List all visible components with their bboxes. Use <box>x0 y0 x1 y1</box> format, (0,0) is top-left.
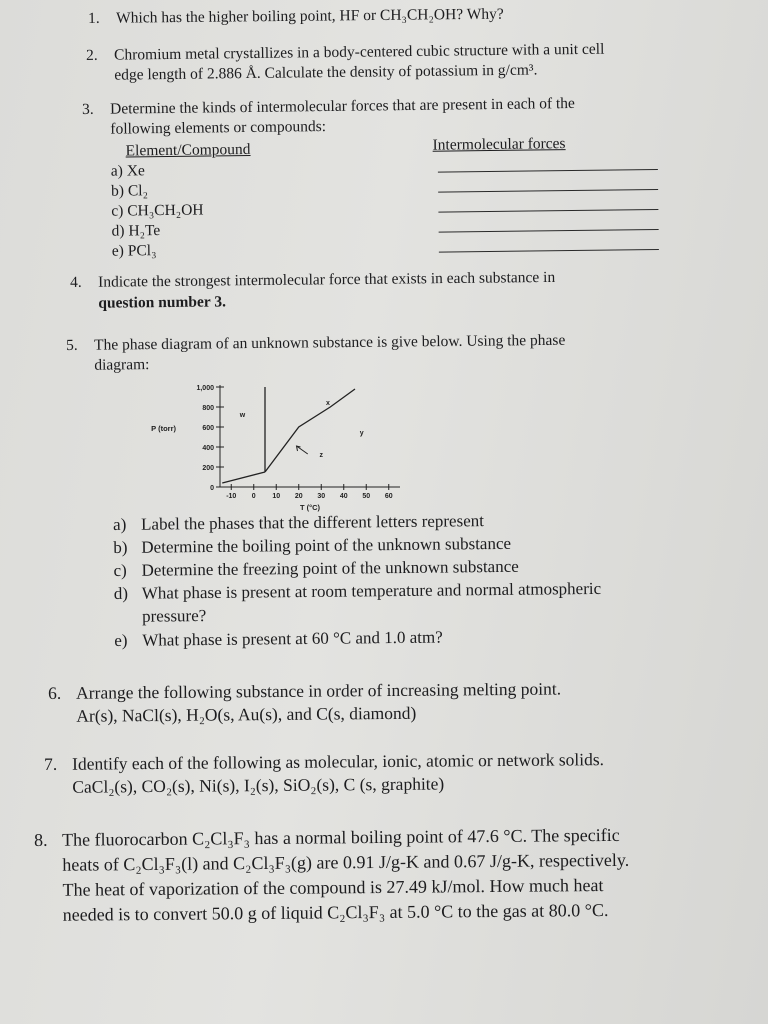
question-text-line-2: heats of C₂Cl₃F₃(l) and C₂Cl₃F₃(g) are 0.91 J/g-K and 0.67 J/g-K, respectively. <box>62 849 630 875</box>
question-number: 7. <box>44 753 58 774</box>
sub-label: b) <box>113 537 128 557</box>
y-tick-label: 0 <box>210 485 214 492</box>
sub-label: c) <box>113 560 127 580</box>
x-axis-label: T (°C) <box>299 503 321 512</box>
y-tick-label: 800 <box>202 405 214 412</box>
pointer-arrow-line <box>297 446 308 454</box>
x-tick-label: 60 <box>384 493 393 500</box>
question-text-line-1: Indicate the strongest intermolecular force that exists in each substance in <box>98 268 556 291</box>
answer-blank[interactable] <box>438 209 658 213</box>
question-1 <box>88 6 504 28</box>
compound-item: e) PCl₃ <box>111 242 157 260</box>
phase-region-label: x <box>326 400 330 407</box>
question-text-line-2: following elements or compounds: <box>110 118 327 138</box>
question-text-line-1: The phase diagram of an unknown substance is give below. Using the phase <box>94 331 566 354</box>
answer-blank[interactable] <box>438 189 658 193</box>
question-number: 5. <box>66 336 78 354</box>
x-tick-label: -10 <box>226 493 237 500</box>
question-text-line-2: diagram: <box>94 356 150 374</box>
x-tick-label: 10 <box>272 493 281 500</box>
phase-boundary-line <box>265 389 355 472</box>
question-number: 6. <box>48 682 62 703</box>
question-number: 8. <box>34 829 48 850</box>
sub-text: Label the phases that the different letters represent <box>140 511 485 534</box>
sub-text: Determine the freezing point of the unknown substance <box>141 556 519 580</box>
answer-blank[interactable] <box>439 229 659 233</box>
sub-text: What phase is present at 60 °C and 1.0 atm? <box>142 627 443 650</box>
phase-region-label: w <box>239 412 246 419</box>
sub-text: pressure? <box>141 606 207 626</box>
x-tick-label: 50 <box>362 493 371 500</box>
question-text-line-1: Identify each of the following as molecular, ionic, atomic or network solids. <box>72 749 605 774</box>
subquestion-d <box>114 579 601 604</box>
sub-label: d) <box>113 583 129 603</box>
x-tick-label: 20 <box>294 493 303 500</box>
x-tick-label: 0 <box>251 493 256 500</box>
question-text-line-3: The heat of vaporization of the compound is 27.49 kJ/mol. How much heat <box>62 875 604 900</box>
compound-item: b) Cl₂ <box>111 182 149 200</box>
question-text-line-1: Chromium metal crystallizes in a body-centered cubic structure with a unit cell <box>114 40 605 64</box>
question-text-line-1: The fluorocarbon C₂Cl₃F₃ has a normal boiling point of 47.6 °C. The specific <box>62 824 620 850</box>
question-5-subparts <box>113 509 714 655</box>
phase-region-label: z <box>319 452 323 459</box>
question-number: 4. <box>70 273 82 291</box>
phase-boundary-line <box>222 472 265 483</box>
subquestion-e <box>114 628 443 651</box>
subquestion-b <box>113 534 511 558</box>
question-text: Which has the higher boiling point, HF or CH₃CH₂OH? Why? <box>115 5 504 27</box>
sub-label: e) <box>114 630 128 650</box>
subquestion-d-continued <box>114 606 206 627</box>
compound-item: c) CH₃CH₂OH <box>111 201 204 220</box>
column-header-forces: Intermolecular forces <box>432 135 566 154</box>
question-text-line-2: CaCl₂(s), CO₂(s), Ni(s), I₂(s), SiO₂(s), C (s, graphite) <box>72 773 445 797</box>
sub-label: a) <box>113 514 127 534</box>
y-tick-label: 400 <box>202 445 214 452</box>
y-tick-label: 1,000 <box>196 385 214 392</box>
question-3 <box>82 92 724 260</box>
x-tick-label: 30 <box>317 493 326 500</box>
compound-item: d) H₂Te <box>111 222 161 240</box>
answer-blank[interactable] <box>438 169 658 173</box>
y-tick-label: 200 <box>202 465 214 472</box>
subquestion-c <box>113 557 518 581</box>
question-text-line-1: Arrange the following substance in order of increasing melting point. <box>76 678 562 703</box>
question-text-line-2: Ar(s), NaCl(s), H₂O(s, Au(s), and C(s, diamond) <box>76 702 417 726</box>
sub-text: What phase is present at room temperature and normal atmospheric <box>141 578 602 603</box>
question-number: 2. <box>86 46 98 64</box>
question-text-line-2: question number 3. <box>98 293 227 312</box>
question-5 <box>66 331 566 376</box>
phase-diagram-chart <box>140 375 420 515</box>
question-text-line-2: edge length of 2.886 Å. Calculate the density of potassium in g/cm³. <box>114 61 538 84</box>
question-4 <box>70 267 556 314</box>
column-header-element: Element/Compound <box>125 140 251 160</box>
question-7 <box>44 748 604 799</box>
y-tick-label: 600 <box>202 425 214 432</box>
question-6 <box>48 678 561 728</box>
question-8 <box>34 823 630 928</box>
sub-text: Determine the boiling point of the unknown substance <box>141 533 512 557</box>
question-text-line-1: Determine the kinds of intermolecular forces that are present in each of the <box>110 94 575 118</box>
question-2 <box>86 40 605 86</box>
question-text-line-4: needed is to convert 50.0 g of liquid C₂Cl₃F₃ at 5.0 °C to the gas at 80.0 °C. <box>62 899 609 925</box>
compound-item: a) Xe <box>110 162 145 180</box>
answer-blank[interactable] <box>439 249 659 253</box>
question-number: 3. <box>82 100 94 118</box>
x-tick-label: 40 <box>339 493 348 500</box>
question-number: 1. <box>88 9 100 27</box>
phase-region-label: y <box>359 430 364 437</box>
y-axis-label: P (torr) <box>151 424 176 433</box>
subquestion-a <box>113 511 484 535</box>
